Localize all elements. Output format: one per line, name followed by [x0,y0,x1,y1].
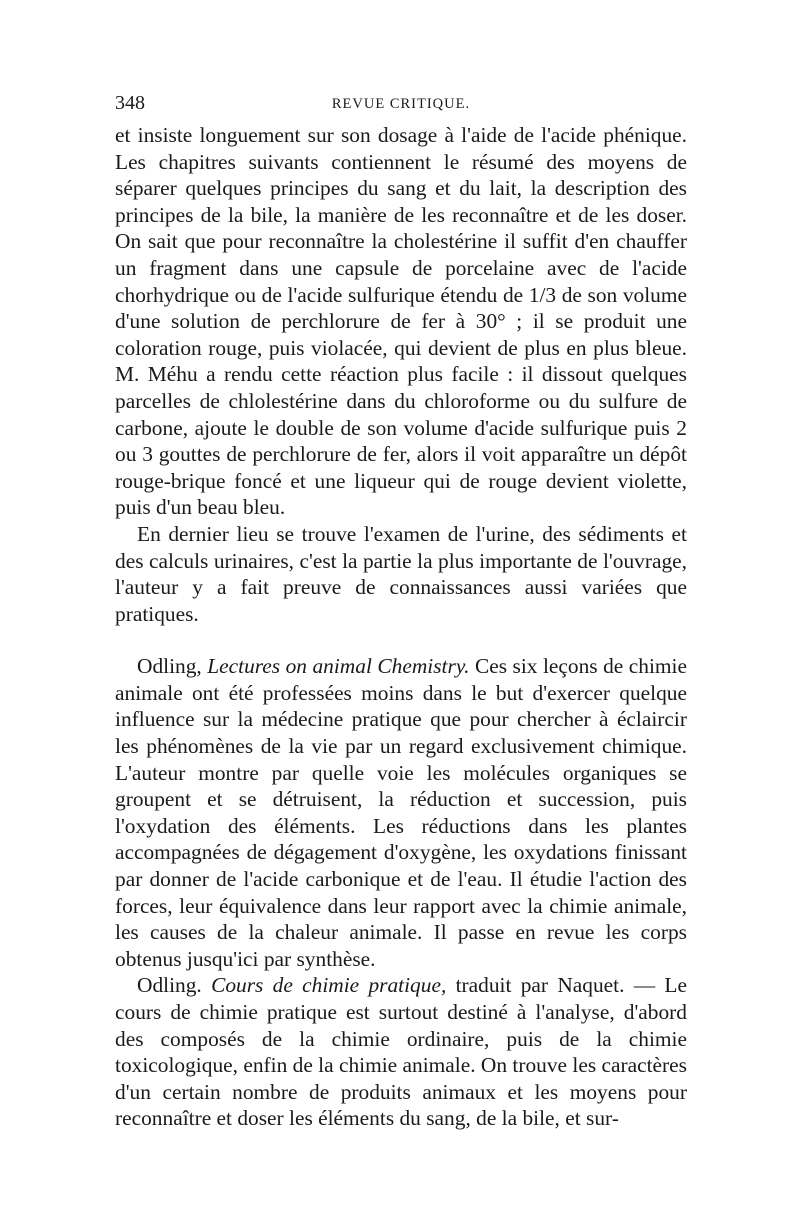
book-title: Cours de chimie pratique, [211,973,447,998]
book-page [115,92,687,1132]
paragraph-urine-exam: En dernier lieu se trouve l'examen de l'urine, des sédiments et des calculs urinaires, c'est la partie la plus importante de l'ouvrage, l'auteur y a fait preuve de connaissances aussi variées que pratiques. [115,521,687,626]
paragraph-text: Ces six leçons de chimie animale ont été professées moins dans le but d'exercer quelque influence sur la médecine pratique que pour chercher à éclaircir les phénomènes de la vie par un regard exclusivement chimique. L'auteur montre par quelle voie les molécules organiques se groupent et se détruisent, la réduction et succession, puis l'oxydation des éléments. Les réductions dans les plantes accompagnées de dégagement d'oxygène, les oxydations finissant par donner de l'acide carbonique et de l'eau. Il étudie l'action des forces, leur équivalence dans leur rapport avec la chimie animale, les causes de la chaleur animale. Il passe en revue les corps obtenus jusqu'ici par synthèse. [115,654,687,971]
body-text [115,122,687,1132]
book-title: Lectures on animal Chemistry. [207,654,470,679]
paragraph-odling-lectures [115,653,687,972]
author-name: Odling. [137,973,212,998]
paragraph-text: traduit par Naquet. — Le cours de chimie pratique est surtout destiné à l'analyse, d'abord des composés de la chimie ordinaire, puis de la chimie toxicologique, enfin de la chimie animale. On trouve les caractères d'un certain nombre de produits animaux et les moyens pour reconnaître et doser les éléments du sang, de la bile, et sur- [115,973,687,1131]
running-title: REVUE CRITIQUE. [331,96,471,112]
page-number: 348 [115,92,145,114]
paragraph-odling-cours [115,972,687,1132]
running-head [115,92,687,122]
paragraph-continuation: et insiste longuement sur son dosage à l'aide de l'acide phénique. Les chapitres suivants contiennent le résumé des moyens de séparer quelques principes du sang et du lait, la description des principes de la bile, la manière de les reconnaître et de les doser. On sait que pour reconnaître la cholestérine il suffit d'en chauffer un fragment dans une capsule de porcelaine avec de l'acide chorhydrique ou de l'acide sulfurique étendu de 1/3 de son volume d'une solution de perchlorure de fer à 30° ; il se produit une coloration rouge, puis violacée, qui devient de plus en plus bleue. M. Méhu a rendu cette réaction plus facile : il dissout quelques parcelles de chlolestérine dans du chloroforme ou du sulfure de carbone, ajoute le double de son volume d'acide sulfurique puis 2 ou 3 gouttes de perchlorure de fer, alors il voit apparaître un dépôt rouge-brique foncé et une liqueur qui de rouge devient violette, puis d'un beau bleu. [115,123,687,520]
author-name: Odling, [137,654,208,679]
